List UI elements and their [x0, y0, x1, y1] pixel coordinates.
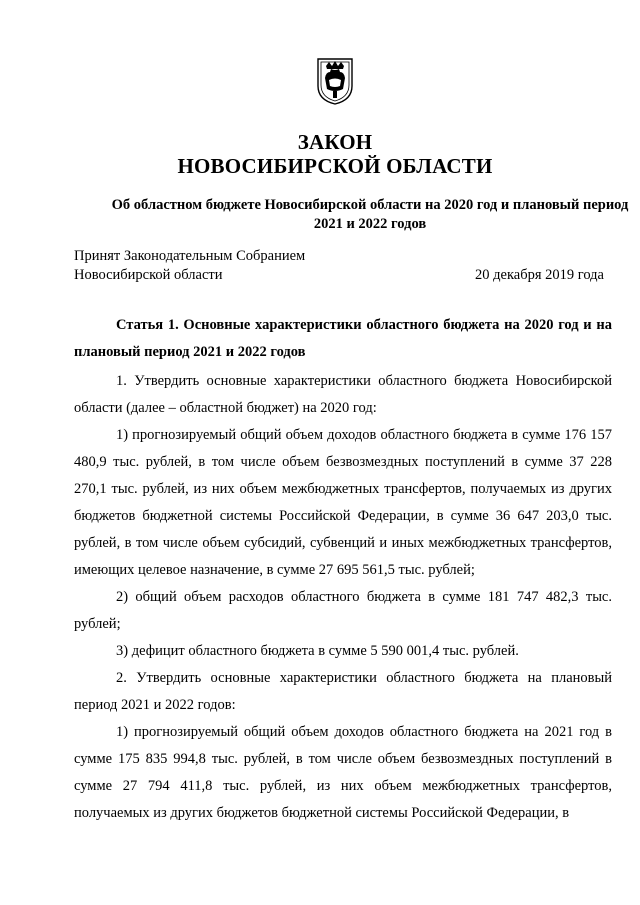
- law-title: ЗАКОН: [297, 130, 373, 154]
- paragraph: 1) прогнозируемый общий объем доходов областного бюджета на 2021 год в сумме 175 835 994,8 тыс. рублей, в том числе объем безвозмездных поступлений в сумме 27 794 411,8 тыс. рублей, из них объем межбюджетных трансфертов, получаемых из других бюджетов бюджетной системы Российской Федерации, в: [74, 724, 612, 821]
- paragraph: 3) дефицит областного бюджета в сумме 5 590 001,4 тыс. рублей.: [116, 643, 519, 659]
- region-title: НОВОСИБИРСКОЙ ОБЛАСТИ: [177, 154, 493, 178]
- adoption-block: [74, 247, 604, 285]
- paragraph: 1) прогнозируемый общий объем доходов областного бюджета в сумме 176 157 480,9 тыс. рублей, в том числе объем безвозмездных поступлений в сумме 37 228 270,1 тыс. рублей, из них объем межбюджетных трансфертов, получаемых из других бюджетов бюджетной системы Российской Федерации, в сумме 36 647 203,0 тыс. рублей, в том числе объем субсидий, субвенций и иных межбюджетных трансфертов, имеющих целевое назначение, в сумме 27 695 561,5 тыс. рублей;: [74, 427, 612, 578]
- paragraph: 1. Утвердить основные характеристики областного бюджета Новосибирской области (далее – областной бюджет) на 2020 год:: [74, 373, 612, 416]
- adoption-line-2: Новосибирской области: [74, 267, 223, 283]
- adoption-date: 20 декабря 2019 года: [475, 267, 604, 283]
- article-heading: Статья 1. Основные характеристики областного бюджета на 2020 год и на плановый период 2021 и 2022 годов: [74, 317, 612, 360]
- coat-of-arms-icon: [316, 56, 354, 106]
- paragraph: 2) общий объем расходов областного бюджета в сумме 181 747 482,3 тыс. рублей;: [74, 589, 612, 632]
- paragraph: 2. Утвердить основные характеристики областного бюджета на плановый период 2021 и 2022 годов:: [74, 670, 612, 713]
- law-subtitle: Об областном бюджете Новосибирской области на 2020 год и плановый период 2021 и 2022 годов: [111, 197, 629, 232]
- adoption-line-1: Принят Законодательным Собранием: [74, 248, 306, 264]
- law-body: [74, 312, 612, 827]
